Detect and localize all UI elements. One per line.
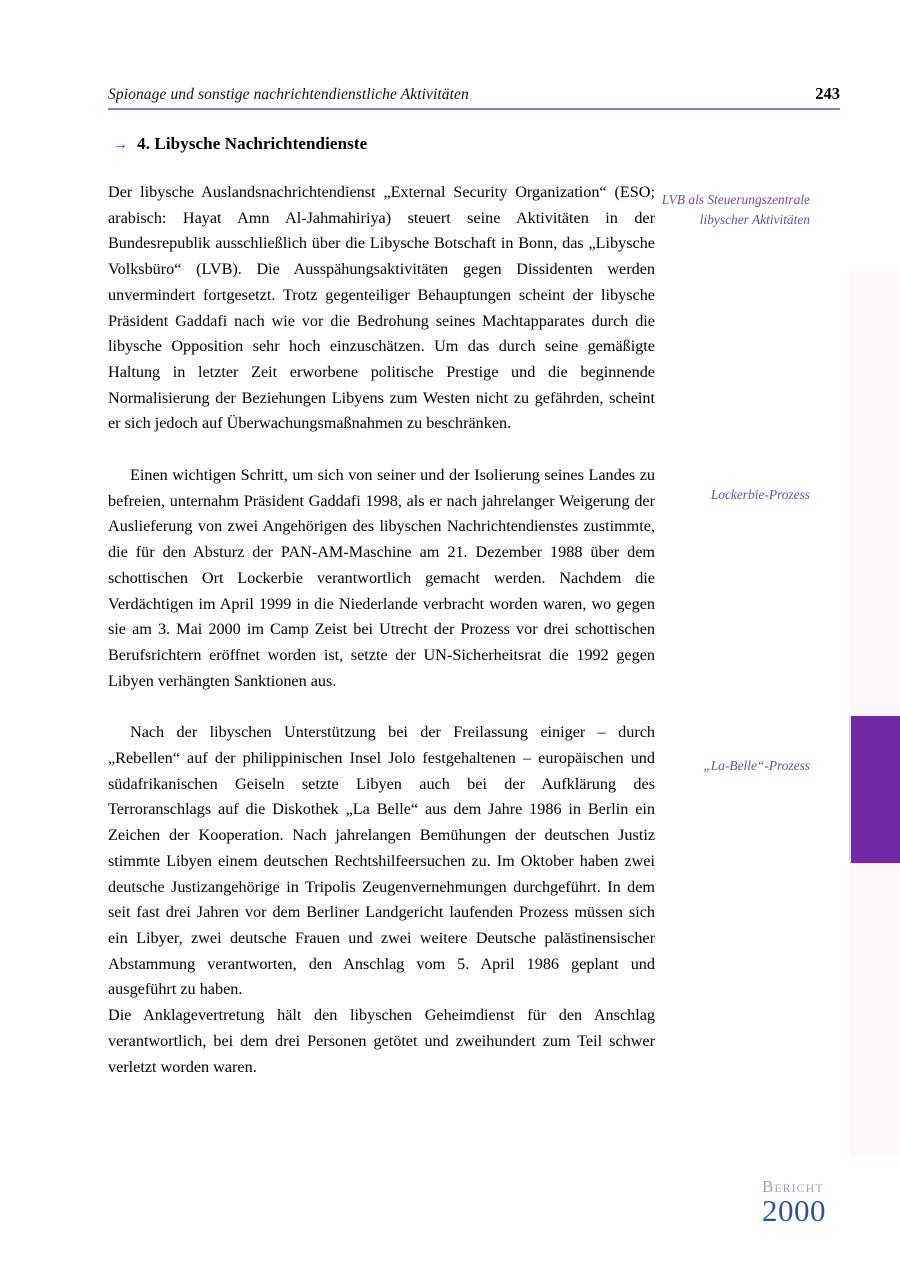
- running-header-title: Spionage und sonstige nachrichtendienstliche Aktivitäten: [108, 86, 469, 103]
- section-heading: [112, 134, 840, 154]
- page-number: 243: [815, 84, 840, 103]
- right-edge-band: [849, 272, 900, 1156]
- report-logo: [762, 1178, 872, 1226]
- page-content: [108, 134, 840, 1106]
- paragraph-3: Nach der libyschen Unterstützung bei der Freilassung einiger – durch „Rebellen“ auf der philippinischen Insel Jolo festgehaltenen – europäischen und südafrikanischen Geiseln setzte Libyen auch bei der Aufklärung des Terroranschlags auf die Diskothek „La Belle“ aus dem Jahre 1986 in Berlin ein Zeichen der Kooperation. Nach jahrelangen Bemühungen der deutschen Justiz stimmte Libyen einem deutschen Rechtshilfeersuchen zu. Im Oktober haben zwei deutsche Justizangehörige in Tripolis Zeugenvernehmungen durchgeführt. In dem seit fast drei Jahren vor dem Berliner Landgericht laufenden Prozess müssen sich ein Libyer, zwei deutsche Frauen und zwei weitere Deutsche palästinensischer Abstammung verantworten, den Anschlag vom 5. April 1986 geplant und ausgeführt zu haben.: [108, 723, 655, 999]
- paragraph-1: Der libysche Auslandsnachrichtendienst „External Security Organization“ (ESO; arabisch: Hayat Amn Al-Jahmahiriya) steuert seine Aktivitäten in der Bundesrepublik ausschließlich über die Libysche Botschaft in Bonn, das „Libysche Volksbüro“ (LVB). Die Ausspähungsaktivitäten gegen Dissidenten werden unvermindert fortgesetzt. Trotz gegenteiliger Behauptungen scheint der libysche Präsident Gaddafi nach wie vor die Bedrohung seines Machtapparates durch die libysche Opposition sehr hoch einzuschätzen. Um das durch seine gemäßigte Haltung in letzter Zeit erworbene politische Prestige und die beginnende Normalisierung der Beziehungen Libyens zum Westen nicht zu gefährden, scheint er sich jedoch auf Überwachungsmaßnahmen zu beschränken.: [108, 183, 655, 433]
- margin-note-la-belle: „La-Belle“-Prozess: [703, 758, 810, 773]
- logo-word: Bericht: [762, 1177, 824, 1196]
- page-running-header: [108, 84, 840, 110]
- paragraph-2: Einen wichtigen Schritt, um sich von seiner und der Isolierung seines Landes zu befreien, unternahm Präsident Gaddafi 1998, als er nach jahrelanger Weigerung der Auslieferung von zwei Angehörigen des libyschen Nachrichtendienstes zustimmte, die für den Absturz der PAN-AM-Maschine am 21. Dezember 1988 über dem schottischen Ort Lockerbie verantwortlich gemacht werden. Nachdem die Verdächtigen im April 1999 in die Niederlande verbracht worden waren, wo gegen sie am 3. Mai 2000 im Camp Zeist bei Utrecht der Prozess vor drei schottischen Berufsrichtern eröffnet worden ist, setzte der UN-Sicherheitsrat die 1992 gegen Libyen verhängten Sanktionen aus.: [108, 466, 655, 690]
- body-column: [108, 180, 655, 1080]
- margin-note-lvb: LVB als Steuerungszentrale libyscher Aktivitäten: [661, 192, 810, 227]
- chapter-thumb-tab: [849, 716, 900, 863]
- paragraph-4: Die Anklagevertretung hält den libyschen Geheimdienst für den Anschlag verantwortlich, bei dem drei Personen getötet und zweihundert zum Teil schwer verletzt worden waren.: [108, 1006, 655, 1076]
- arrow-right-icon: →: [112, 136, 129, 153]
- margin-note-lockerbie: Lockerbie-Prozess: [710, 487, 810, 502]
- section-heading-text: 4. Libysche Nachrichtendienste: [137, 134, 368, 153]
- logo-year: 2000: [762, 1193, 826, 1228]
